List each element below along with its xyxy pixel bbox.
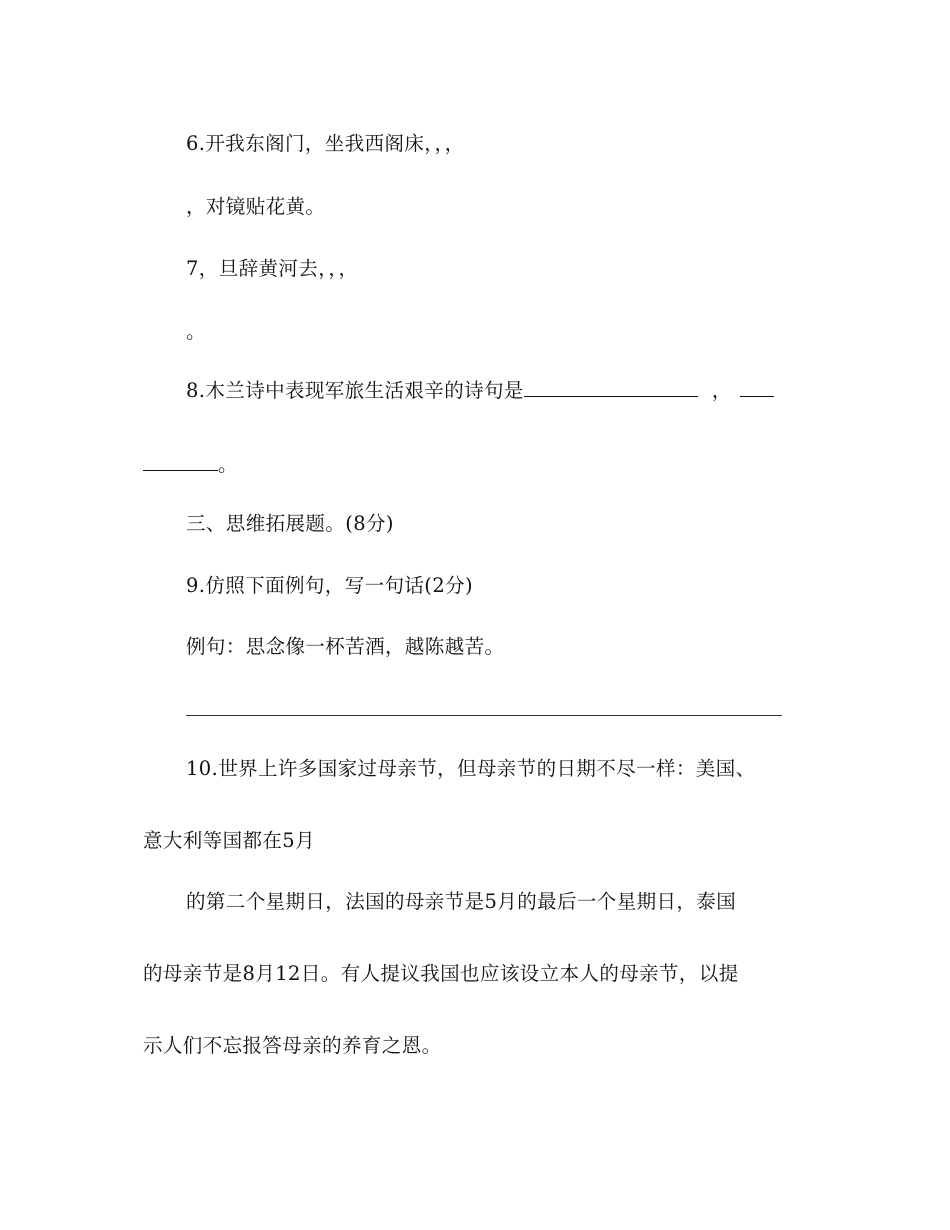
answer-blank-2-end[interactable] <box>143 453 218 471</box>
question-9-prompt: 9.仿照下面例句，写一句话(2分) <box>186 574 474 597</box>
question-9-example: 例句：思念像一杯苦酒，越陈越苦。 <box>186 635 505 658</box>
question-10-line-5: 示人们不忘报答母亲的养育之恩。 <box>143 1034 442 1057</box>
question-8-end: 。 <box>218 453 238 476</box>
question-6-line-2: ，对镜贴花黄。 <box>186 195 326 218</box>
answer-blank-2-start[interactable] <box>740 379 774 397</box>
question-9-answer-line[interactable] <box>186 715 782 716</box>
question-10-line-4: 的母亲节是8月12日。有人提议我国也应该设立本人的母亲节，以提 <box>143 962 739 985</box>
section-3-title: 三、思维拓展题。(8分) <box>186 512 394 535</box>
question-8-line-2 <box>143 452 238 478</box>
question-8-prompt: 8.木兰诗中表现军旅生活艰辛的诗句是 <box>186 379 524 402</box>
question-7-line-1: 7，旦辞黄河去，，， <box>186 257 359 280</box>
question-8-comma: ， <box>711 379 732 402</box>
answer-blank-1[interactable] <box>524 379 698 397</box>
question-6-line-1: 6.开我东阁门，坐我西阁床，，， <box>186 132 465 155</box>
question-10-line-2: 意大利等国都在5月 <box>143 829 316 852</box>
question-10-line-1: 10.世界上许多国家过母亲节，但母亲节的日期不尽一样：美国、 <box>186 757 756 780</box>
question-7-line-2: 。 <box>186 320 206 343</box>
question-8-line-1 <box>186 378 774 404</box>
question-10-line-3: 的第二个星期日，法国的母亲节是5月的最后一个星期日，泰国 <box>186 890 737 913</box>
